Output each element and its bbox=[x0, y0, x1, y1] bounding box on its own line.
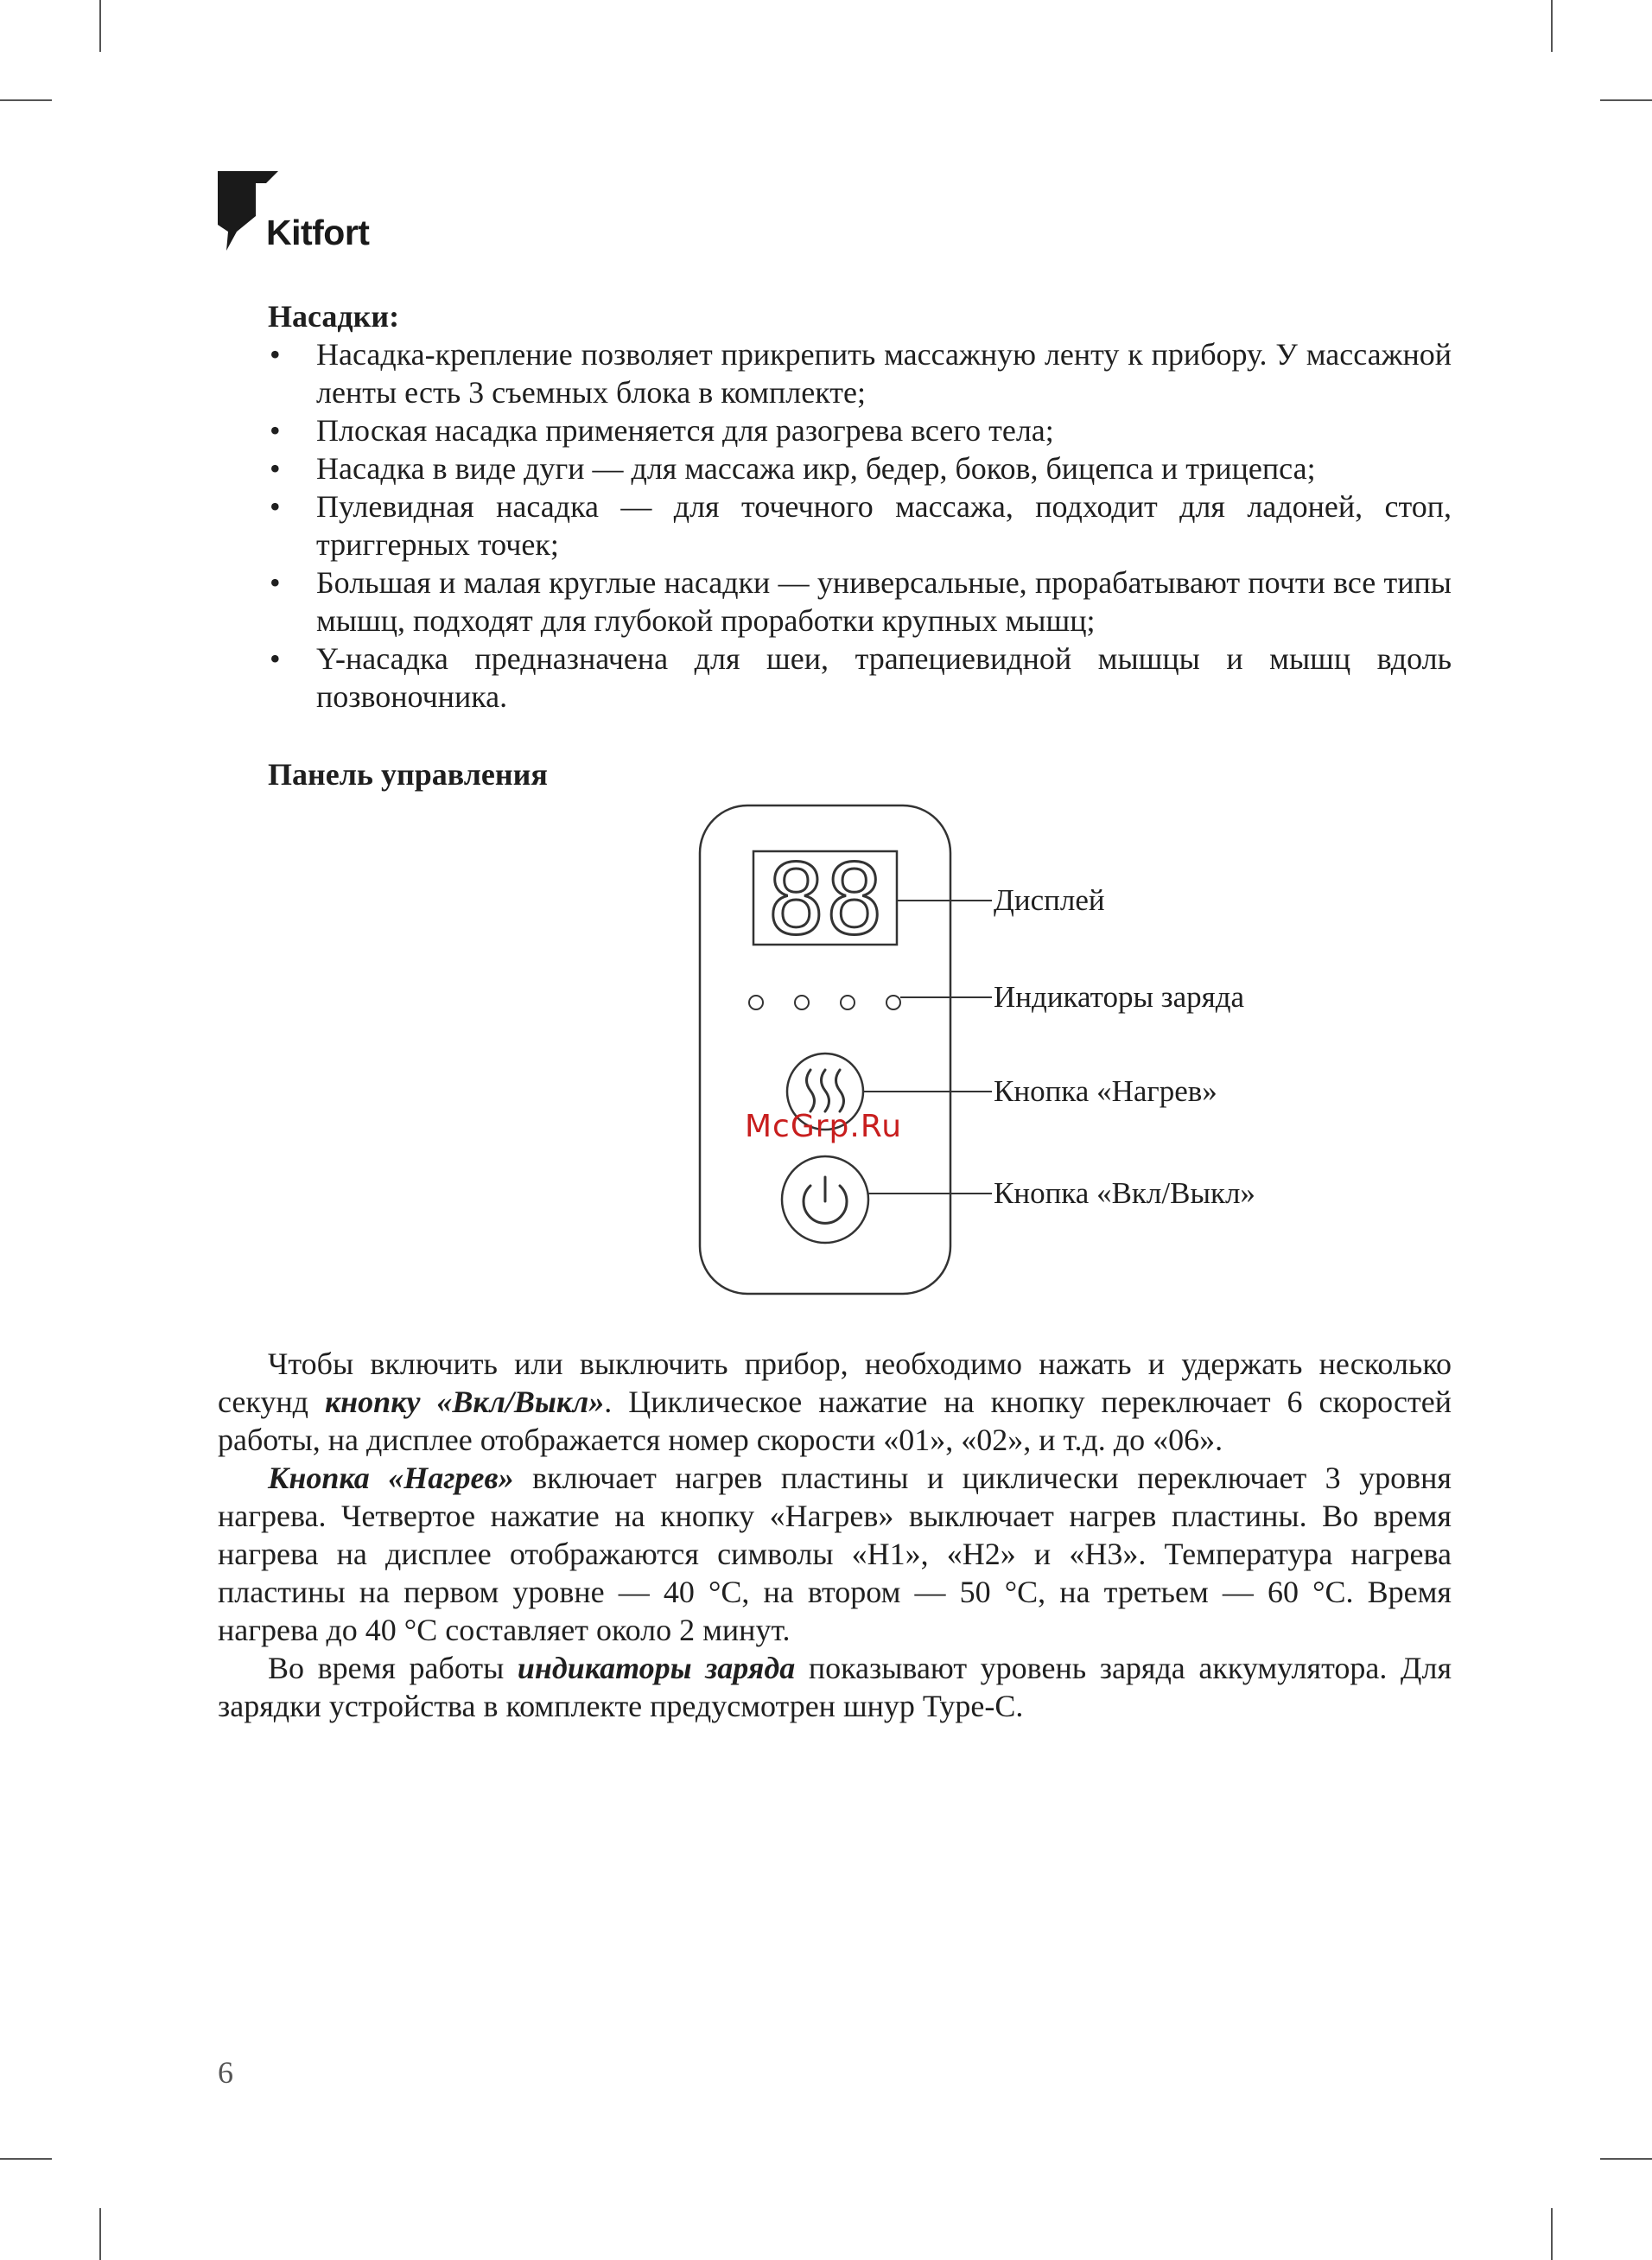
list-item: • Пулевидная насадка — для точечного массажа, подходит для ладоней, стоп, триггерных точек; bbox=[270, 489, 1452, 562]
control-panel-heading: Панель управления bbox=[268, 757, 548, 792]
list-item: • Насадка в виде дуги — для массажа икр, бедер, боков, бицепса и трицепса; bbox=[270, 451, 1316, 486]
power-button-label: Кнопка «Вкл/Выкл» bbox=[994, 1176, 1255, 1210]
charge-indicators-label: Индикаторы заряда bbox=[994, 980, 1245, 1014]
power-button[interactable] bbox=[782, 1156, 868, 1243]
description-text bbox=[218, 1345, 1452, 1725]
charge-indicator bbox=[841, 996, 855, 1009]
paragraph: Во время работы индикаторы заряда показывают уровень заряда аккумулятора. Для зарядки устройства в комплекте предусмотрен шнур Type-C. bbox=[218, 1651, 1452, 1723]
charge-indicator bbox=[749, 996, 763, 1009]
brand-name: Kitfort bbox=[266, 213, 370, 252]
paragraph: Кнопка «Нагрев» включает нагрев пластины и циклически переключает 3 уровня нагрева. Четвертое нажатие на кнопку «Нагрев» выключает нагрев пластины. Во время нагрева на дисплее отображаются символы «H1», «H2» и «H3». Температура нагрева пластины на первом уровне — 40 °C, на втором — 50 °C, на третьем — 60 °C. Время нагрева до 40 °C составляет около 2 минут. bbox=[218, 1461, 1452, 1647]
list-item: • Y-насадка предназначена для шеи, трапециевидной мышцы и мышц вдоль позвоночника. bbox=[270, 641, 1452, 714]
charge-indicator bbox=[795, 996, 809, 1009]
page-number: 6 bbox=[218, 2055, 233, 2090]
display-digits: 88 bbox=[766, 844, 884, 957]
heat-button-reference: Кнопка «Нагрев» bbox=[268, 1461, 514, 1495]
list-item: • Большая и малая круглые насадки — универсальные, прорабатывают почти все типы мышц, подходят для глубокой проработки крупных мышц; bbox=[270, 565, 1452, 638]
display-label: Дисплей bbox=[994, 883, 1105, 917]
list-item: • Плоская насадка применяется для разогрева всего тела; bbox=[270, 413, 1054, 448]
heat-waves-icon bbox=[807, 1070, 844, 1111]
paragraph: Чтобы включить или выключить прибор, необходимо нажать и удержать несколько секунд кнопку «Вкл/Выкл». Циклическое нажатие на кнопку переключает 6 скоростей работы, на дисплее отображается номер скорости «01», «02», и т.д. до «06». bbox=[218, 1346, 1452, 1457]
list-item: • Насадка-крепление позволяет прикрепить массажную ленту к прибору. У массажной ленты есть 3 съемных блока в комплекте; bbox=[270, 337, 1452, 410]
charge-indicators-reference: индикаторы заряда bbox=[517, 1651, 796, 1685]
attachments-heading: Насадки: bbox=[268, 299, 400, 334]
watermark: McGrp.Ru bbox=[745, 1109, 903, 1144]
charge-indicator bbox=[886, 996, 900, 1009]
power-button-reference: кнопку «Вкл/Выкл» bbox=[324, 1385, 605, 1419]
power-icon bbox=[804, 1177, 847, 1223]
heat-button-label: Кнопка «Нагрев» bbox=[994, 1074, 1217, 1108]
